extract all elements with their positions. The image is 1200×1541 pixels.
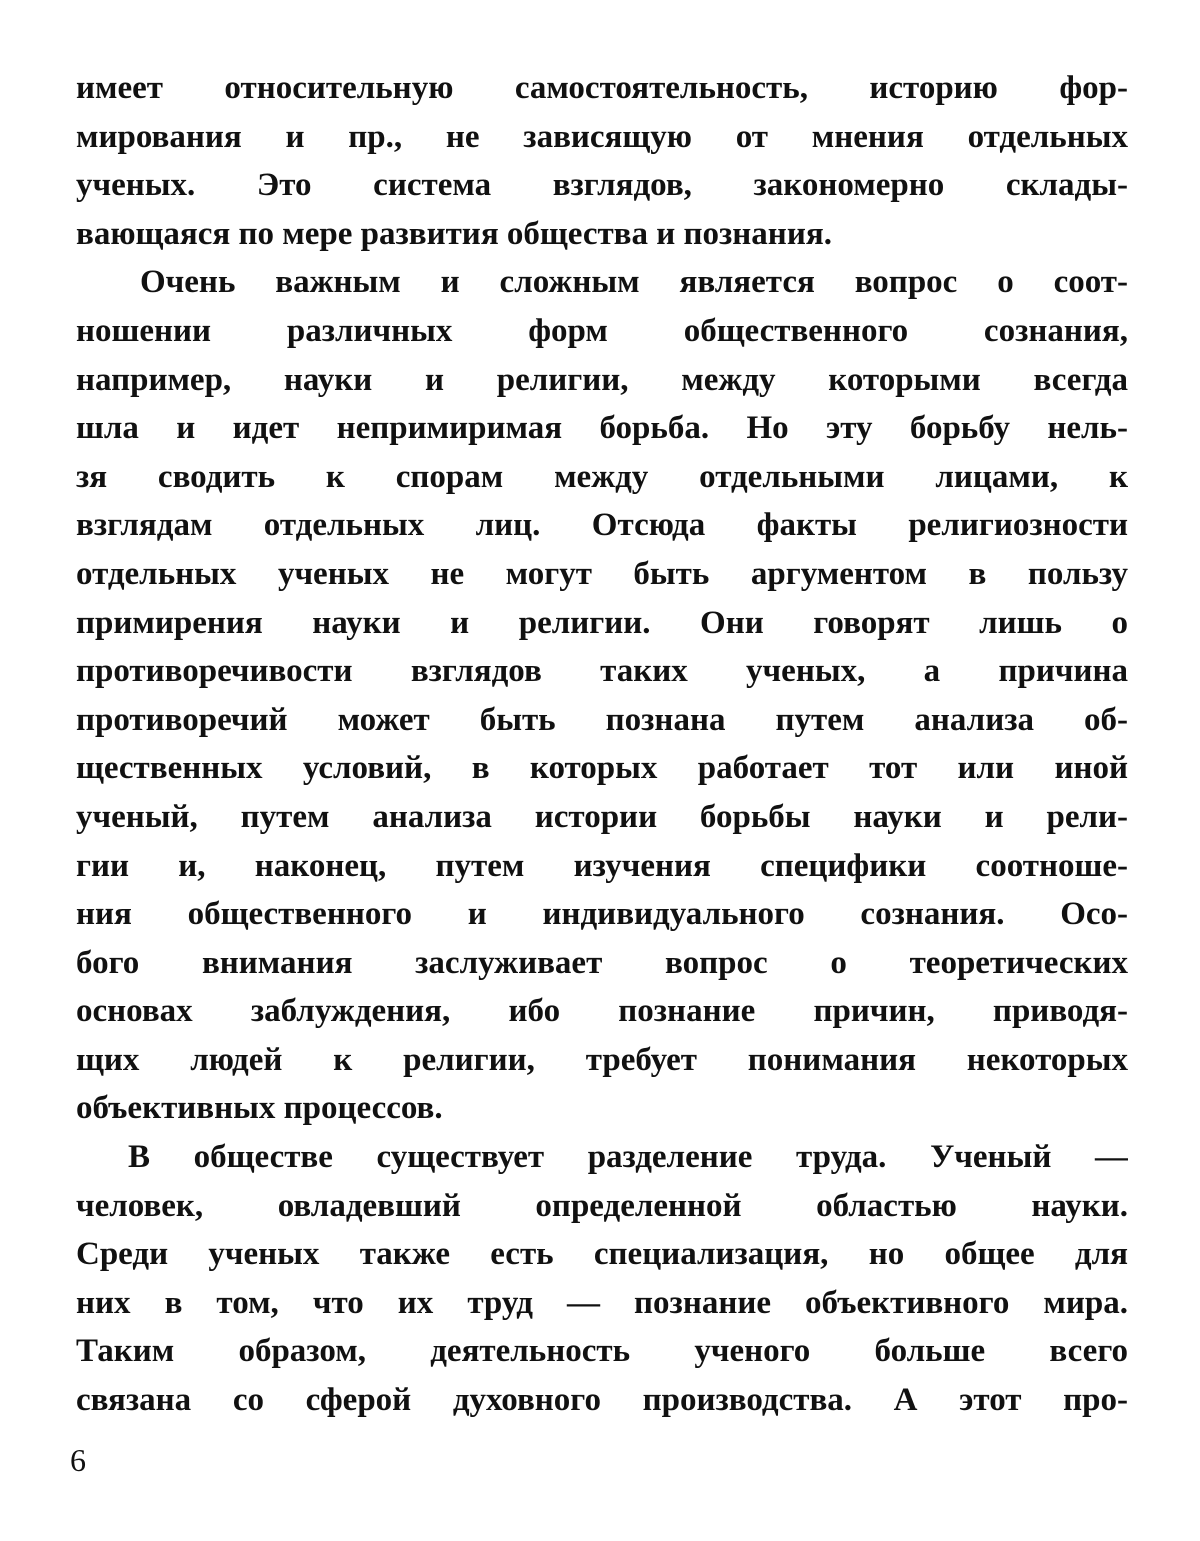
text-line: зя сводить к спорам между отдельными лицами, к	[76, 458, 1128, 495]
text-line: например, науки и религии, между которыми всегда	[76, 361, 1128, 398]
text-line: ния общественного и индивидуального сознания. Осо-	[76, 896, 1128, 933]
text-line: отдельных ученых не могут быть аргументом в пользу	[76, 555, 1128, 592]
text-line: связана со сферой духовного производства. А этот про-	[76, 1382, 1128, 1419]
text-line: ношении различных форм общественного сознания,	[76, 312, 1128, 349]
text-line: ученых. Это система взглядов, закономерно склады-	[76, 167, 1128, 204]
text-line: Среди ученых также есть специализация, но общее для	[76, 1236, 1128, 1273]
page-number: 6	[70, 1442, 86, 1478]
text-line: щих людей к религии, требует понимания некоторых	[76, 1041, 1128, 1078]
text-line: основах заблуждения, ибо познание причин, приводя-	[76, 993, 1128, 1030]
text-line: бого внимания заслуживает вопрос о теоретических	[76, 944, 1128, 981]
text-line: Таким образом, деятельность ученого больше всего	[76, 1333, 1128, 1370]
text-line: имеет относительную самостоятельность, историю фор-	[76, 70, 1128, 106]
text-line: мирования и пр., не зависящую от мнения отдельных	[76, 118, 1128, 155]
text-line: них в том, что их труд — познание объективного мира.	[76, 1284, 1128, 1321]
body-text	[76, 64, 1128, 1425]
text-line: противоречивости взглядов таких ученых, а причина	[76, 653, 1128, 690]
text-line: противоречий может быть познана путем анализа об-	[76, 701, 1128, 738]
text-line: объективных процессов.	[76, 1090, 443, 1127]
text-line: шла и идет непримиримая борьба. Но эту борьбу нель-	[76, 410, 1128, 447]
text-line: человек, овладевший определенной областью науки.	[76, 1187, 1128, 1224]
text-line: ученый, путем анализа истории борьбы науки и рели-	[76, 798, 1128, 835]
text-line: гии и, наконец, путем изучения специфики соотноше-	[76, 847, 1128, 884]
text-line: Очень важным и сложным является вопрос о соот-	[140, 264, 1128, 301]
text-line: В обществе существует разделение труда. Ученый —	[128, 1139, 1128, 1176]
text-line: щественных условий, в которых работает тот или иной	[76, 750, 1128, 787]
text-line: вающаяся по мере развития общества и познания.	[76, 215, 832, 252]
text-line: взглядам отдельных лиц. Отсюда факты религиозности	[76, 507, 1128, 544]
text-line: примирения науки и религии. Они говорят лишь о	[76, 604, 1128, 641]
